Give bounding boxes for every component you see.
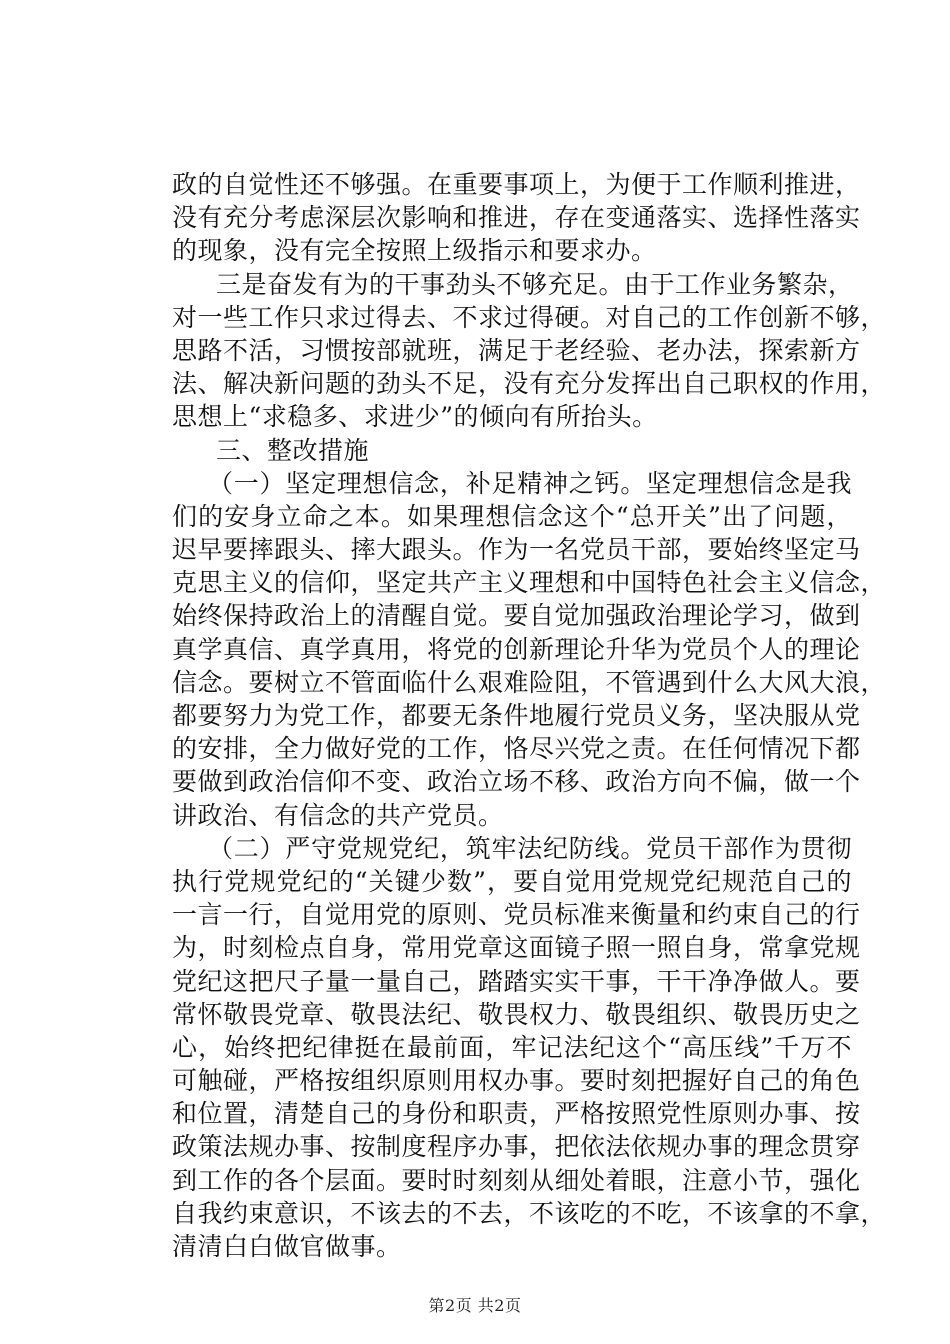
text-line: 的安排，全力做好党的工作，恪尽兴党之责。在任何情况下都 [172, 734, 861, 764]
text-line: 迟早要摔跟头、摔大跟头。作为一名党员干部，要始终坚定马 [172, 535, 861, 565]
text-line: 克思主义的信仰，坚定共产主义理想和中国特色社会主义信念， [172, 568, 887, 598]
text-line: 政的自觉性还不够强。在重要事项上，为便于工作顺利推进， [172, 170, 861, 199]
text-line: 讲政治、有信念的共产党员。 [172, 800, 504, 830]
text-line: 常怀敬畏党章、敬畏法纪、敬畏权力、敬畏组织、敬畏历史之 [172, 999, 861, 1029]
text-line: 可触碰，严格按组织原则用权办事。要时刻把握好自己的角色 [172, 1066, 861, 1096]
text-line: 没有充分考虑深层次影响和推进，存在变通落实、选择性落实 [172, 203, 861, 233]
text-line: 始终保持政治上的清醒自觉。要自觉加强政治理论学习，做到 [172, 601, 861, 631]
text-line: 们的安身立命之本。如果理想信念这个“总开关”出了问题， [172, 501, 852, 531]
text-line: 要做到政治信仰不变、政治立场不移、政治方向不偏，做一个 [172, 767, 861, 797]
text-line: 的现象，没有完全按照上级指示和要求办。 [172, 236, 657, 266]
text-line: 法、解决新问题的劲头不足，没有充分发挥出自己职权的作用， [172, 369, 887, 399]
paragraph-first-line: （二）严守党规党纪，筑牢法纪防线。党员干部作为贯彻 [208, 833, 852, 863]
document-body [172, 168, 887, 1263]
text-line: 心，始终把纪律挺在最前面，牢记法纪这个“高压线”千万不 [172, 1032, 852, 1062]
section-heading: 三、整改措施 [216, 435, 370, 465]
text-line: 到工作的各个层面。要时时刻刻从细处着眼，注意小节，强化 [172, 1165, 861, 1195]
text-line: 政策法规办事、按制度程序办事，把依法依规办事的理念贯穿 [172, 1132, 861, 1162]
text-line: 思路不活，习惯按部就班，满足于老经验、老办法，探索新方 [172, 335, 861, 365]
paragraph-first-line: （一）坚定理想信念，补足精神之钙。坚定理想信念是我 [208, 468, 852, 498]
text-line: 真学真信、真学真用，将党的创新理论升华为党员个人的理论 [172, 634, 861, 664]
text-line: 清清白白做官做事。 [172, 1232, 402, 1261]
text-line: 思想上“求稳多、求进少”的倾向有所抬头。 [172, 402, 658, 432]
text-line: 信念。要树立不管面临什么艰难险阻，不管遇到什么大风大浪， [172, 667, 887, 697]
text-line: 对一些工作只求过得去、不求过得硬。对自己的工作创新不够， [172, 302, 887, 332]
text-line: 和位置，清楚自己的身份和职责，严格按照党性原则办事、按 [172, 1099, 861, 1129]
text-line: 党纪这把尺子量一量自己，踏踏实实干事，干干净净做人。要 [172, 966, 861, 996]
text-line: 自我约束意识，不该去的不去，不该吃的不吃，不该拿的不拿， [172, 1198, 887, 1228]
page-number-footer: 第2页 共2页 [428, 1296, 522, 1315]
text-line: 都要努力为党工作，都要无条件地履行党员义务，坚决服从党 [172, 701, 861, 730]
text-line: 一言一行，自觉用党的原则、党员标准来衡量和约束自己的行 [172, 900, 861, 930]
text-line: 为，时刻检点自身，常用党章这面镜子照一照自身，常拿党规 [172, 933, 861, 963]
text-line: 执行党规党纪的“关键少数”，要自觉用党规党纪规范自己的 [172, 866, 852, 896]
paragraph-first-line: 三是奋发有为的干事劲头不够充足。由于工作业务繁杂， [216, 269, 854, 299]
